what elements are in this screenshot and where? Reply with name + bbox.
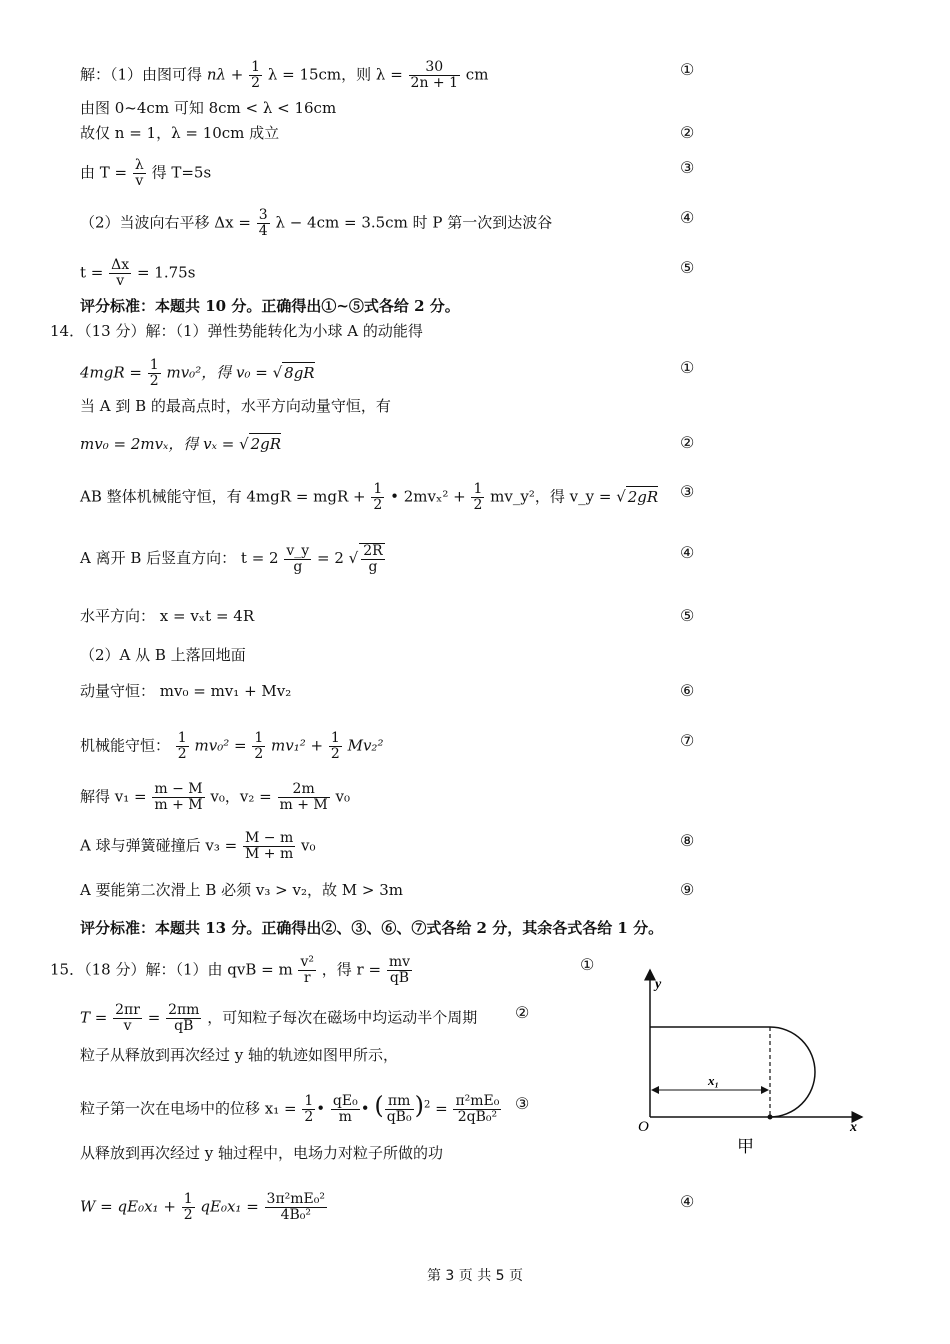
fraction [302,1094,315,1125]
den: 2 [373,497,383,513]
text: 粒子第一次在电场中的位移 x₁ = [80,1099,297,1118]
q14-eq-1: 4mgR = $\frac{1}{2}$ mv₀²，得 v₀ = √ 8gR [80,357,315,389]
text: 机械能守恒： [80,736,171,755]
fraction [453,1094,501,1125]
q14-eq-10: A 要能第二次滑上 B 必须 v₃ > v₂，故 M > 3m [80,881,404,899]
equation-number: ③ [680,158,695,177]
q13-line-3: 故仅 n = 1，λ = 10cm 成立 [80,124,280,142]
equation-number: ⑥ [680,681,695,700]
fraction [284,544,311,575]
den: 2 [304,1109,314,1125]
num: 2πm [168,1002,200,1018]
q14-eq-7 [80,731,383,762]
fraction [109,258,131,289]
equation-number: ④ [680,208,695,227]
equation-number: ③ [680,482,695,501]
text: • 2mvₓ² + [390,487,466,506]
num: 2m [278,782,330,798]
equation-number: ⑨ [680,880,695,899]
text: λ − 4cm = 3.5cm 时 P 第一次到达波谷 [275,213,553,232]
den: qB₀ [386,1109,412,1125]
den: v [123,1018,132,1034]
den: 2 [330,746,340,762]
trajectory-arc [770,1027,815,1117]
text: = 2 [317,549,344,567]
num: λ [134,157,144,173]
num: 30 [409,60,460,76]
q15-heading [50,955,413,986]
text: mv_y²，得 v_y = [490,487,612,506]
den: v [135,173,144,189]
num: 1 [177,730,187,746]
num: 1 [330,730,340,746]
sqrt-arg: 2gR [250,435,282,453]
fraction [385,1094,414,1125]
q14-heading: 14．（13 分）解：（1）弹性势能转化为小球 A 的动能得 [50,322,423,340]
text: 解：（1）由图可得 [80,65,203,84]
q15-text-1: 粒子从释放到再次经过 y 轴的轨迹如图甲所示， [80,1046,399,1064]
num: m − M [154,781,203,797]
den: 4B₀² [280,1207,311,1223]
den: m + M [279,797,328,813]
q14-eq-3: AB 整体机械能守恒，有 4mgR = mgR + $\frac{1}{2}$ • 2mvₓ² + $\frac{1}{2}$ mv_y²，得 v_y = √ 2gR [80,481,659,513]
fraction [471,482,484,513]
equation-number: ④ [680,1192,695,1211]
q14-eq-6: 动量守恒： mv₀ = mv₁ + Mv₂ [80,682,292,700]
num: M − m [244,830,294,846]
sqrt-arg: 8gR [284,363,315,382]
text: nλ + [206,65,244,84]
text: λ = 15cm，则 λ = [267,65,403,84]
q13-scoring: 评分标准：本题共 10 分。正确得出①~⑤式各给 2 分。 [80,297,460,315]
fraction [133,158,146,189]
den: 2 [149,373,159,389]
fraction [387,955,412,986]
den: 2 [473,497,483,513]
text: A 离开 B 后竖直方向： t = 2 [80,549,279,567]
text: A 球与弹簧碰撞后 v₃ = [80,836,238,855]
fraction [243,831,295,862]
num: 1 [373,481,383,497]
y-label: y [655,977,662,992]
text: 由 T = [80,163,128,182]
text: = [147,1008,161,1027]
q14-scoring: 评分标准：本题共 13 分。正确得出②、③、⑥、⑦式各给 2 分，其余各式各给 1 分。 [80,919,664,937]
q14-eq-9 [80,831,316,862]
text: v₀ [335,787,351,806]
equation-number: ② [680,123,695,142]
text: W = qE₀x₁ + [80,1197,176,1216]
text: mv₀² = [194,736,247,755]
figure-caption: 甲 [737,1137,754,1157]
fraction [329,731,342,762]
point [768,1115,773,1120]
q13-line-5 [80,208,552,239]
text: = 1.75s [136,263,196,282]
sqrt-arg: 2gR [627,487,659,506]
fraction [409,60,460,91]
den: m + M [154,797,203,813]
text: （2）当波向右平移 Δx = [80,213,251,232]
text: Mv₂² [347,736,384,755]
den: 2 [183,1207,193,1223]
num: 1 [304,1093,314,1109]
equation-number: ① [580,955,595,974]
q14-eq-4: A 离开 B 后竖直方向： t = 2 $\frac{v\_y}{g}$ = 2 √ $\frac{2R}{g}$ [80,542,383,575]
q15-eq-4 [80,1192,328,1223]
num: 3π²mE₀² [266,1191,325,1207]
den: m [338,1109,352,1125]
text: t = [80,263,104,282]
equation-number: ⑦ [680,731,695,750]
q14-eq-2: mv₀ = 2mvₓ，得 vₓ = √ 2gR [80,435,282,453]
den: g [368,559,378,575]
fraction [265,1192,327,1223]
text: ，可知粒子每次在磁场中均运动半个周期 [207,1008,478,1027]
fraction [166,1003,201,1034]
fraction [257,208,270,239]
num: qE₀ [332,1093,358,1109]
den: 2n + 1 [410,75,459,91]
equation-number: ⑤ [680,606,695,625]
num: mv [388,954,411,970]
equation-number: ① [680,60,695,79]
text: v₀ [301,836,316,855]
text: cm [465,65,489,84]
den: qB [389,970,410,986]
fraction [252,731,265,762]
fraction [249,60,262,91]
equation-number: ⑤ [680,258,695,277]
num: 1 [254,730,264,746]
den: 2 [254,746,264,762]
den: r [303,970,311,986]
den: 2qB₀² [457,1109,498,1125]
origin-label: O [638,1119,649,1135]
num: v_y [286,542,310,559]
fraction [113,1003,142,1034]
q14-eq-8 [80,782,350,813]
den: 4 [258,223,268,239]
fraction [298,955,316,986]
q14-text-2: （2）A 从 B 上落回地面 [80,646,246,664]
fraction [331,1094,360,1125]
num: 2R [363,543,383,559]
num: v² [300,954,314,970]
text: 15．（18 分）解：（1）由 qvB = m [50,960,293,979]
num: Δx [111,257,130,273]
den: 2 [177,746,187,762]
num: 1 [183,1191,193,1207]
den: v [116,273,125,289]
equation-number: ⑧ [680,831,695,850]
text: mv₁² + [271,736,324,755]
q13-line-6 [80,258,195,289]
num: 2πr [115,1002,140,1018]
fraction [148,358,161,389]
q13-line-1 [80,60,488,91]
equation-number: ① [680,358,695,377]
den: 2 [251,75,261,91]
text: AB 整体机械能守恒，有 4mgR = mgR + [80,487,366,506]
trajectory-figure [630,965,870,1165]
equation-number: ④ [680,543,695,562]
num: πm [385,1094,414,1110]
text: mv₀ = 2mvₓ，得 vₓ = [80,435,235,453]
q13-line-2: 由图 0~4cm 可知 8cm < λ < 16cm [80,99,337,117]
text: mv₀²，得 v₀ = [166,363,268,382]
num: 1 [149,357,159,373]
fraction [278,782,330,813]
equation-number: ③ [515,1094,530,1113]
sqrt-fraction [359,543,384,575]
equation-number: ② [515,1003,530,1022]
x1-label: x₁ [708,1073,720,1088]
fraction [182,1192,195,1223]
text: 4mgR = [80,363,142,382]
fraction [371,482,384,513]
fraction [176,731,189,762]
q14-eq-5: 水平方向： x = vₓt = 4R [80,607,255,625]
text: T = [80,1008,108,1027]
den: qB [174,1018,194,1034]
text: 得 T=5s [151,163,212,182]
text: qE₀x₁ = [200,1197,259,1216]
q15-eq-3: 粒子第一次在电场中的位移 x₁ = $\frac{1}{2}$ • $\frac{\text{qE₀}}{m}$ • ( $\frac{\pi m}{\text{qB₀}}$ )$^2$ = $\frac{\text{π²mE₀}}{\text{2qB₀²}}$ [80,1091,500,1125]
text: 解得 v₁ = [80,787,147,806]
page-footer: 第 3 页 共 5 页 [426,1268,524,1284]
num: 3 [258,207,268,223]
num: 1 [473,481,483,497]
q13-line-4 [80,158,211,189]
q15-text-2: 从释放到再次经过 y 轴过程中，电场力对粒子所做的功 [80,1144,444,1162]
text: ，得 r = [321,960,382,979]
x-label: x [850,1120,857,1135]
q15-eq-2 [80,1003,477,1034]
fraction [152,782,204,813]
num: 1 [251,59,261,75]
equation-number: ② [680,433,695,452]
den: M + m [244,846,294,862]
text: v₀，v₂ = [210,787,272,806]
num: π²mE₀ [455,1093,500,1109]
den: g [293,558,303,575]
q14-text-1: 当 A 到 B 的最高点时，水平方向动量守恒，有 [80,397,391,415]
